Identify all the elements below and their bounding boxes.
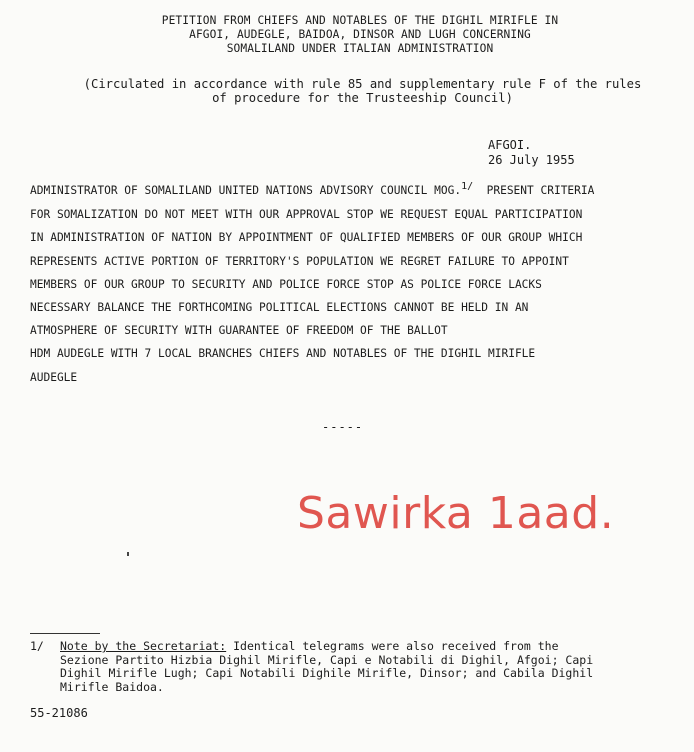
- telegram-line: [30, 179, 670, 203]
- telegram-body: [30, 179, 670, 389]
- title-line: AFGOI, AUDEGLE, BAIDOA, DINSOR AND LUGH CONCERNING: [189, 28, 531, 41]
- telegram-text: ADMINISTRATOR OF SOMALILAND UNITED NATIONS ADVISORY COUNCIL MOG.: [30, 184, 462, 197]
- date: 26 July 1955: [488, 153, 575, 167]
- document-number: 55-21086: [30, 706, 88, 720]
- footnote-line: Sezione Partito Hizbia Dighil Mirifle, Capi e Notabili di Dighil, Afgoi; Capi: [60, 652, 594, 667]
- footnote-number: 1/: [30, 639, 44, 653]
- telegram-line: ATMOSPHERE OF SECURITY WITH GUARANTEE OF FREEDOM OF THE BALLOT: [30, 324, 448, 338]
- place-date: [488, 138, 575, 168]
- footnote-rule: [30, 633, 100, 634]
- title-line: PETITION FROM CHIEFS AND NOTABLES OF THE DIGHIL MIRIFLE IN: [161, 14, 559, 27]
- footnote-line: Dighil Mirifle Lugh; Capi Notabili Dighile Mirifle, Dinsor; and Cabila Dighil: [60, 666, 594, 680]
- document-title: [120, 14, 600, 56]
- title-line: SOMALILAND UNDER ITALIAN ADMINISTRATION: [226, 42, 494, 55]
- footnote-reference[interactable]: 1/: [461, 181, 474, 192]
- place: AFGOI.: [488, 138, 532, 152]
- footnote-body: [60, 640, 660, 694]
- circulation-line: of procedure for the Trusteeship Council): [212, 91, 513, 105]
- telegram-line: IN ADMINISTRATION OF NATION BY APPOINTMENT OF QUALIFIED MEMBERS OF OUR GROUP WHICH: [30, 231, 583, 245]
- circulation-note: [70, 77, 655, 105]
- telegram-text: PRESENT CRITERIA: [486, 184, 595, 197]
- footnote-heading: Note by the Secretariat:: [60, 639, 227, 653]
- telegram-line: FOR SOMALIZATION DO NOT MEET WITH OUR APPROVAL STOP WE REQUEST EQUAL PARTICIPATION: [30, 208, 583, 222]
- separator: -----: [322, 420, 364, 434]
- telegram-line: MEMBERS OF OUR GROUP TO SECURITY AND POLICE FORCE STOP AS POLICE FORCE LACKS: [30, 277, 542, 291]
- telegram-line: REPRESENTS ACTIVE PORTION OF TERRITORY'S POPULATION WE REGRET FAILURE TO APPOINT: [30, 254, 569, 268]
- telegram-line: HDM AUDEGLE WITH 7 LOCAL BRANCHES CHIEFS AND NOTABLES OF THE DIGHIL MIRIFLE: [30, 347, 536, 361]
- footnote: [30, 640, 660, 694]
- watermark-caption: Sawirka 1aad.: [297, 488, 615, 539]
- telegram-line: NECESSARY BALANCE THE FORTHCOMING POLITICAL ELECTIONS CANNOT BE HELD IN AN: [30, 301, 529, 315]
- circulation-line: (Circulated in accordance with rule 85 and supplementary rule F of the rules: [83, 77, 642, 91]
- footnote-line: Mirifle Baidoa.: [60, 679, 164, 694]
- telegram-line: AUDEGLE: [30, 370, 78, 384]
- scan-speck: [127, 552, 129, 556]
- footnote-text: Identical telegrams were also received from the: [226, 639, 559, 653]
